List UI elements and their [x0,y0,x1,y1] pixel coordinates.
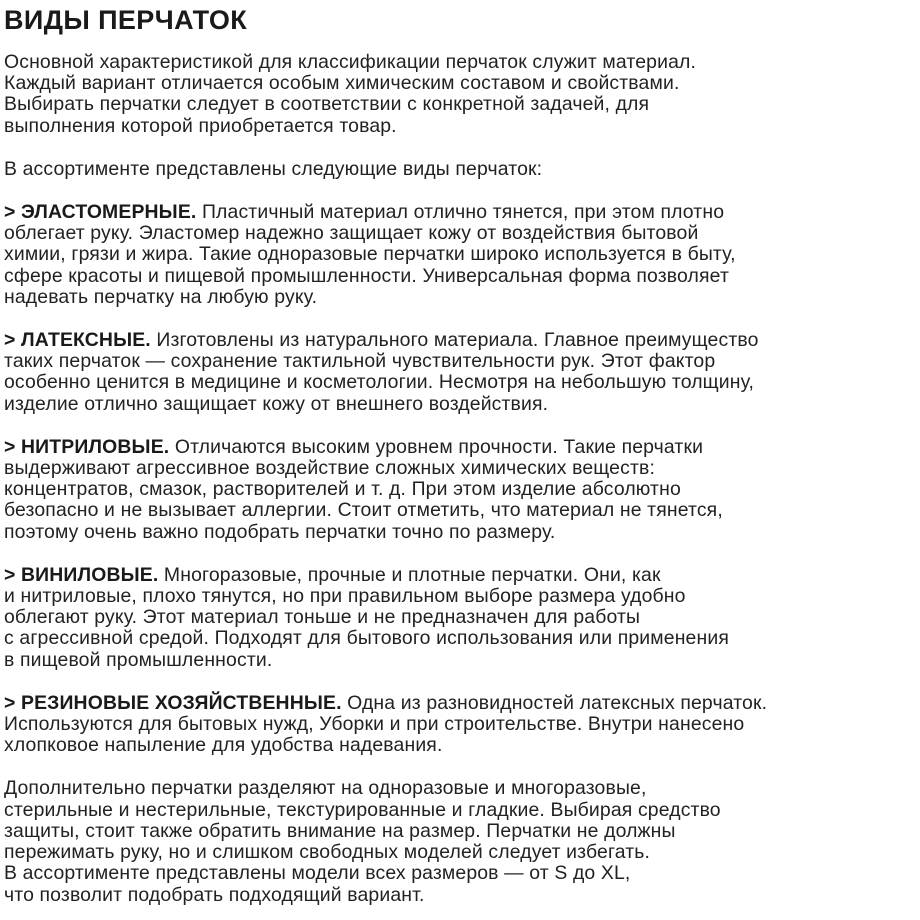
type-text: Отличаются высоким уровнем прочности. Такие перчатки [169,435,704,458]
text-line: облегает руку. Эластомер надежно защищает кожу от воздействия бытовой [4,222,699,245]
text-line: хлопковое напыление для удобства надевания. [4,734,443,757]
type-heading: > ЛАТЕКСНЫЕ. [4,329,151,352]
spacer [4,543,918,565]
spacer [4,415,918,437]
text-line: химии, грязи и жира. Такие одноразовые перчатки широко используется в быту, [4,243,736,266]
text-line: пережимать руку, но и слишком свободных моделей следует избегать. [4,841,651,864]
text-line: безопасно и не вызывает аллергии. Стоит отметить, что материал не тянется, [4,499,723,522]
glove-type-vinyl [4,565,918,671]
text-line: надевать перчатку на любую руку. [4,285,318,308]
intro-paragraph [4,52,918,137]
text-line: с агрессивной средой. Подходят для бытового использования или применения [4,627,729,650]
type-text: Изготовлены из натурального материала. Главное преимущество [150,329,759,352]
text-line: В ассортименте представлены модели всех размеров — от S до XL, [4,862,631,885]
text-line: особенно ценится в медицине и косметологии. Несмотря на небольшую толщину, [4,371,755,394]
text-line: Основной характеристикой для классификации перчаток служит материал. [4,51,697,73]
text-line: таких перчаток — сохранение тактильной чувствительности рук. Этот фактор [4,350,716,373]
text-line [4,202,918,223]
spacer [4,36,918,52]
text-line [4,437,918,458]
spacer [4,671,918,693]
text-line [4,693,918,714]
text-line: Выбирать перчатки следует в соответствии с конкретной задачей, для [4,93,650,116]
text-line: изделие отлично защищает кожу от внешнего воздействия. [4,392,549,415]
type-heading: > ВИНИЛОВЫЕ. [4,563,159,586]
spacer [4,756,918,778]
text-line: В ассортименте представлены следующие виды перчаток: [4,157,543,180]
assortment-intro [4,159,918,180]
spacer [4,180,918,202]
text-line: выдерживают агрессивное воздействие сложных химических веществ: [4,457,655,480]
document-page [4,0,918,906]
type-heading: > ЭЛАСТОМЕРНЫЕ. [4,201,197,224]
text-line: что позволит подобрать подходящий вариант. [4,883,425,906]
text-line [4,330,918,351]
outro-paragraph [4,778,918,905]
text-line: Каждый вариант отличается особым химическим составом и свойствами. [4,72,680,95]
text-line: защиты, стоит также обратить внимание на размер. Перчатки не должны [4,819,676,842]
text-line: стерильные и нестерильные, текстурированные и гладкие. Выбирая средство [4,798,721,821]
type-heading: > НИТРИЛОВЫЕ. [4,435,170,458]
glove-type-rubber [4,693,918,757]
text-line: Дополнительно перчатки разделяют на одноразовые и многоразовые, [4,777,647,800]
spacer [4,308,918,330]
glove-type-latex [4,330,918,415]
type-text: Одна из разновидностей латексных перчаток. [341,691,768,714]
text-line: концентратов, смазок, растворителей и т. д. При этом изделие абсолютно [4,478,681,501]
text-line: выполнения которой приобретается товар. [4,114,397,137]
text-line: и нитриловые, плохо тянутся, но при правильном выборе размера удобно [4,585,686,608]
text-line: Используются для бытовых нужд, Уборки и при строительстве. Внутри нанесено [4,713,745,736]
text-line: поэтому очень важно подобрать перчатки точно по размеру. [4,520,556,543]
type-text: Пластичный материал отлично тянется, при этом плотно [196,201,725,224]
text-line: в пищевой промышленности. [4,648,273,671]
spacer [4,137,918,159]
text-line: сфере красоты и пищевой промышленности. Универсальная форма позволяет [4,264,729,287]
type-text: Многоразовые, прочные и плотные перчатки. Они, как [158,563,661,586]
text-line [4,565,918,586]
glove-type-nitrile [4,437,918,543]
type-heading: > РЕЗИНОВЫЕ ХОЗЯЙСТВЕННЫЕ. [4,691,342,714]
glove-type-elastomer [4,202,918,308]
text-line: облегают руку. Этот материал тоньше и не предназначен для работы [4,606,641,629]
page-title: ВИДЫ ПЕРЧАТОК [4,5,248,35]
